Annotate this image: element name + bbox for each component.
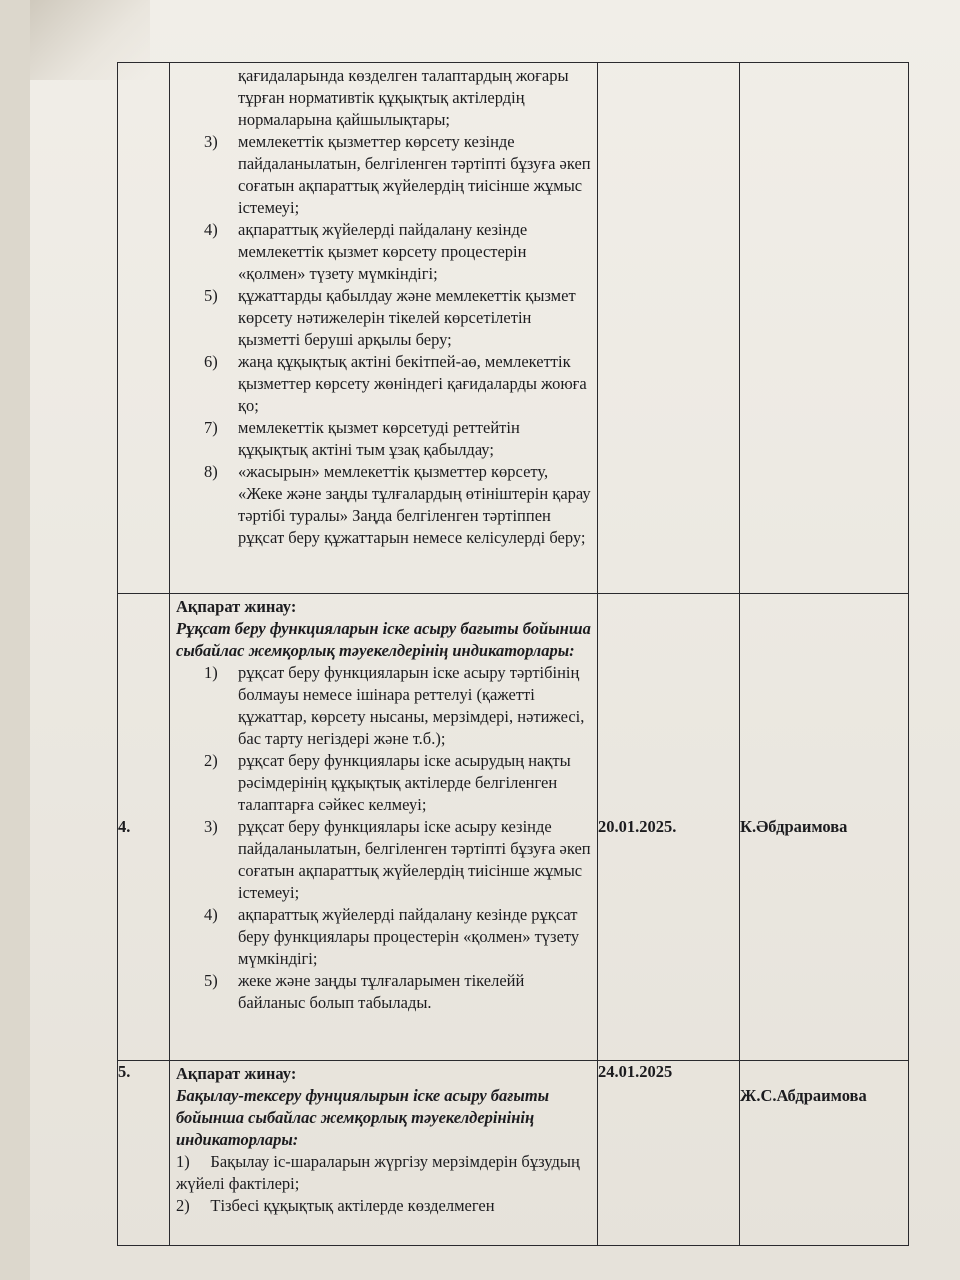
indicator-list — [176, 1151, 591, 1217]
list-item: 2) рұқсат беру функциялары іске асырудың нақты рәсімдерінің құқықтық актілерде белгіленген талаптарға сәйкес келмеуі; — [204, 751, 571, 814]
responsible-cell: Ж.С.Абдраимова — [740, 1061, 909, 1246]
list-item: 4) ақпараттық жүйелерді пайдалану кезінде рұқсат беру функциялары процестерін «қолмен» түзету мүмкіндігі; — [204, 905, 580, 968]
section-subheader: Рұқсат беру функцияларын іске асыру бағыты бойынша сыбайлас жемқорлық тәуекелдерінің индикаторлары: — [176, 619, 591, 660]
table-row — [118, 1061, 909, 1246]
table-row — [118, 63, 909, 594]
list-item: 6) жаңа құқықтық актіні бекітпей-аө, мемлекеттік қызметтер көрсету жөніндегі қағидаларды жоюға қо; — [204, 352, 587, 415]
row-number — [118, 63, 170, 594]
section-subheader: Бақылау-тексеру фунциялырын іске асыру бағыты бойынша сыбайлас жемқорлық тәуекелдерінінің индикаторлары: — [176, 1086, 550, 1149]
date-cell — [598, 63, 740, 594]
date-cell: 24.01.2025 — [598, 1061, 740, 1246]
list-item: 5) жеке және заңды тұлғаларымен тікелейй байланыс болып табылады. — [204, 971, 525, 1012]
list-item: 3) мемлекеттік қызметтер көрсету кезінде пайдаланылатын, белгіленген тәртіпті бұзуға әкеп соғатын ақпараттық жүйелердің тиісінше жұмыс істемеуі; — [204, 132, 591, 217]
list-item: 4) ақпараттық жүйелерді пайдалану кезінде мемлекеттік қызмет көрсету процестерін «қолмен» түзету мүмкіндігі; — [204, 220, 528, 283]
list-item: 5) құжаттарды қабылдау және мемлекеттік қызмет көрсету нәтижелерін тікелей көрсетілетін қызметті беруші арқылы беру; — [204, 286, 576, 349]
description-cell — [170, 594, 598, 1061]
list-item: 1) Бақылау іс-шараларын жүргізу мерзімдерін бұзудың жүйелі фактілері; — [176, 1152, 580, 1193]
table-row — [118, 594, 909, 1061]
list-item: 3) рұқсат беру функциялары іске асыру кезінде пайдаланылатын, белгіленген тәртіпті бұзуға әкеп соғатын ақпараттық жүйелердің тиісінше жұмыс істемеуі; — [204, 817, 591, 902]
list-item: 2) Тізбесі құқықтық актілерде көзделмеген — [176, 1196, 495, 1215]
description-cell — [170, 1061, 598, 1246]
list-item: 7) мемлекеттік қызмет көрсетуді реттейтін құқықтық актіні тым ұзақ қабылдау; — [204, 418, 520, 459]
list-item: қағидаларында көзделген талаптардың жоғары тұрған нормативтік құқықтық актілердің нормаларына қайшылықтары; — [238, 66, 569, 129]
row-number: 5. — [118, 1061, 170, 1246]
list-item: 1) рұқсат беру функцияларын іске асыру тәртібінің болмауы немесе ішінара реттелуі (қажетті құжаттар, көрсету нысаны, мерзімдері, нәтижесі, бас тарту негіздері және т.б.); — [204, 663, 585, 748]
responsible-cell — [740, 63, 909, 594]
responsible-cell: К.Әбдраимова — [740, 594, 909, 1061]
description-cell — [170, 63, 598, 594]
section-header: Ақпарат жинау: — [176, 1064, 297, 1083]
indicator-list — [176, 65, 591, 549]
row-number: 4. — [118, 594, 170, 1061]
section-header: Ақпарат жинау: — [176, 597, 297, 616]
list-item: 8) «жасырын» мемлекеттік қызметтер көрсету, «Жеке және заңды тұлғалардың өтініштерін қарау тәртібі туралы» Заңда белгіленген тәртіппен рұқсат беру құжаттарын немесе келісулерді беру; — [204, 462, 591, 547]
date-cell: 20.01.2025. — [598, 594, 740, 1061]
indicator-list — [176, 662, 591, 1014]
plan-table — [117, 62, 909, 1246]
